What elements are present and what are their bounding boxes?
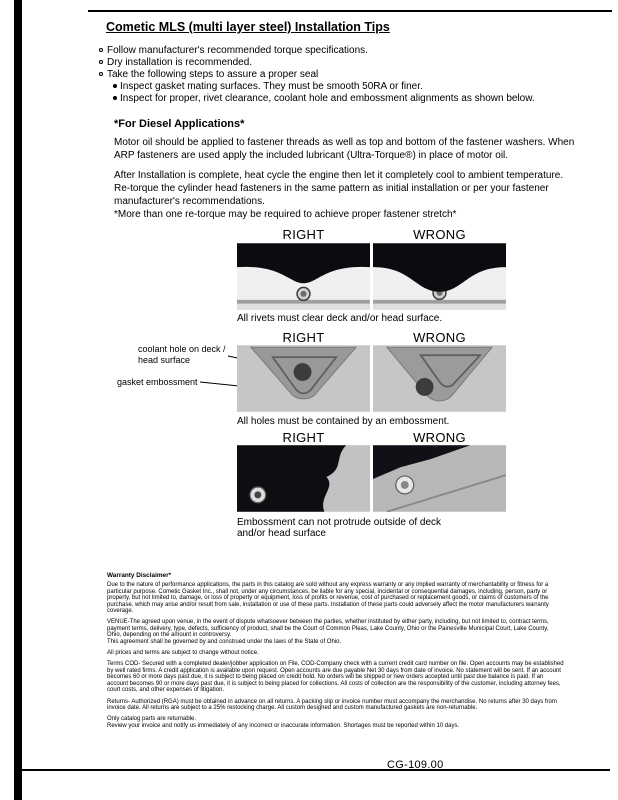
rivet-clearance-wrong-diagram [373, 243, 506, 310]
tip-subitem [113, 81, 584, 93]
wrong-label-row3: WRONG [413, 430, 466, 445]
diesel-applications-heading: *For Diesel Applications* [114, 118, 245, 130]
embossment-right-photo [237, 345, 370, 412]
tip-text: Follow manufacturer's recommended torque specifications. [107, 45, 368, 56]
warranty-heading: Warranty Disclaimer* [107, 572, 172, 579]
rivet-clearance-right-diagram [237, 243, 370, 310]
warranty-paragraph: Only catalog parts are returnable. [107, 716, 197, 723]
right-label-row3: RIGHT [282, 430, 325, 445]
right-label-row1: RIGHT [282, 227, 325, 242]
warranty-paragraph: Due to the nature of performance applications, the parts in this catalog are sold without any express warranty or any implied warranty of merchantability or fitness for a particular purpose. Cometic Gasket Inc., shall not, under any circumstances, be liable for any special, incidental or consequential damages, including, person, party or property, but not limited to, damage, or loss of property or equipment, loss of profits or revenue, cost of purchased or replacement goods, or claims of customers of the purchase, which may arise and/or result from sale, installation or use of these parts. Installation of these parts could adversely affect the motor manufacturers warranty coverage. [107, 582, 549, 615]
tip-text: Dry installation is recommended. [107, 57, 253, 68]
protrusion-wrong-photo [373, 445, 506, 512]
right-label-row2: RIGHT [282, 330, 325, 345]
bullet-icon [113, 96, 117, 100]
protrusion-right-photo [237, 445, 370, 512]
page-code: CG-109.00 [387, 759, 444, 771]
hole-embossment-right-diagram [237, 345, 370, 412]
bullet-icon [99, 48, 103, 52]
wrong-label-row2: WRONG [413, 330, 466, 345]
protrusion-caption: Embossment can not protrude outside of deck and/or head surface [237, 517, 442, 539]
diesel-paragraph-2: After Installation is complete, heat cycle the engine then let it completely cool to ambient temperature. Re-torque the cylinder head fasteners in the same pattern as initial installation or per your fastener manufacturer's recommendations. [114, 170, 564, 207]
tip-subitem [113, 93, 584, 105]
warranty-disclaimer [107, 573, 564, 734]
retorque-note: *More than one re-torque may be required to achieve proper fastener stretch* [114, 209, 457, 220]
tip-item [99, 45, 584, 57]
bottom-rule [14, 769, 610, 771]
left-border-bar [14, 0, 22, 800]
holes-caption: All holes must be contained by an embossment. [237, 416, 450, 427]
warranty-paragraph: Terms COD- Secured with a completed dealer/jobber application on File, COD-Company check with a current credit card number on file. Open accounts may be established by well rated firms. A credit application is available upon request. Open accounts are due payable Net 30 days from date of invoice. No statement will be sent. If an account becomes 60 or more days past due, it is subject to being placed on credit hold. No orders will be shipped or new orders accepted until past due balance is paid. If an account becomes 90 or more days past due, it is subject to being placed for collections. All costs of collection are the responsibility of the customer, including attorney fees, court costs, and other expenses of litigation. [107, 661, 564, 694]
deck-edge-right-diagram [237, 445, 370, 512]
deck-edge-wrong-diagram [373, 445, 506, 512]
warranty-paragraph: All prices and terms are subject to change without notice. [107, 650, 259, 657]
top-rule [88, 10, 612, 12]
rivet-right-photo [237, 243, 370, 310]
diesel-paragraph-1: Motor oil should be applied to fastener threads as well as top and bottom of the fastener washers. When ARP fasteners are used apply the included lubricant (Ultra-Torque®) in place of motor oil. [114, 137, 575, 161]
bullet-icon [99, 60, 103, 64]
tip-item [99, 69, 584, 81]
wrong-label-row1: WRONG [413, 227, 466, 242]
page-title: Cometic MLS (multi layer steel) Installation Tips [106, 20, 390, 34]
tip-text: Inspect gasket mating surfaces. They must be smooth 50RA or finer. [120, 81, 423, 92]
hole-embossment-wrong-diagram [373, 345, 506, 412]
installation-tips-list [99, 45, 584, 105]
bullet-icon [99, 72, 103, 76]
tip-text: Take the following steps to assure a proper seal [107, 69, 319, 80]
warranty-paragraph: Returns- Authorized (RGA) must be obtained in advance on all returns. A packing slip or invoice number must accompany the merchandise. No returns after 30 days from invoice date. All returns are subject to a 25% restocking charge. All custom designed and custom manufactured gaskets are non-returnable. [107, 698, 557, 711]
warranty-paragraph: Review your invoice and notify us immediately of any incorrect or inaccurate information. Shortages must be reported within 10 days. [107, 722, 460, 729]
rivet-wrong-photo [373, 243, 506, 310]
warranty-paragraph: This agreement shall be governed by and construed under the laws of the State of Ohio. [107, 638, 342, 645]
tip-item [99, 57, 584, 69]
coolant-hole-callout: coolant hole on deck / head surface [138, 344, 226, 365]
gasket-embossment-callout: gasket embossment [117, 377, 198, 387]
warranty-paragraph: VENUE-The agreed upon venue, in the event of dispute whatsoever between the parties, whether instituted by either party, including, but not limited to, contract terms, payment terms, delivery, type, defects, sufficiency of product, shall be the Court of Common Pleas, Lake County, Ohio or the Painesville Municipal Court, Lake County, Ohio, depending on the amount in controversy. [107, 619, 549, 639]
tip-text: Inspect for proper, rivet clearance, coolant hole and embossment alignments as shown below. [120, 93, 535, 104]
rivet-caption: All rivets must clear deck and/or head surface. [237, 313, 443, 324]
embossment-wrong-photo [373, 345, 506, 412]
bullet-icon [113, 84, 117, 88]
